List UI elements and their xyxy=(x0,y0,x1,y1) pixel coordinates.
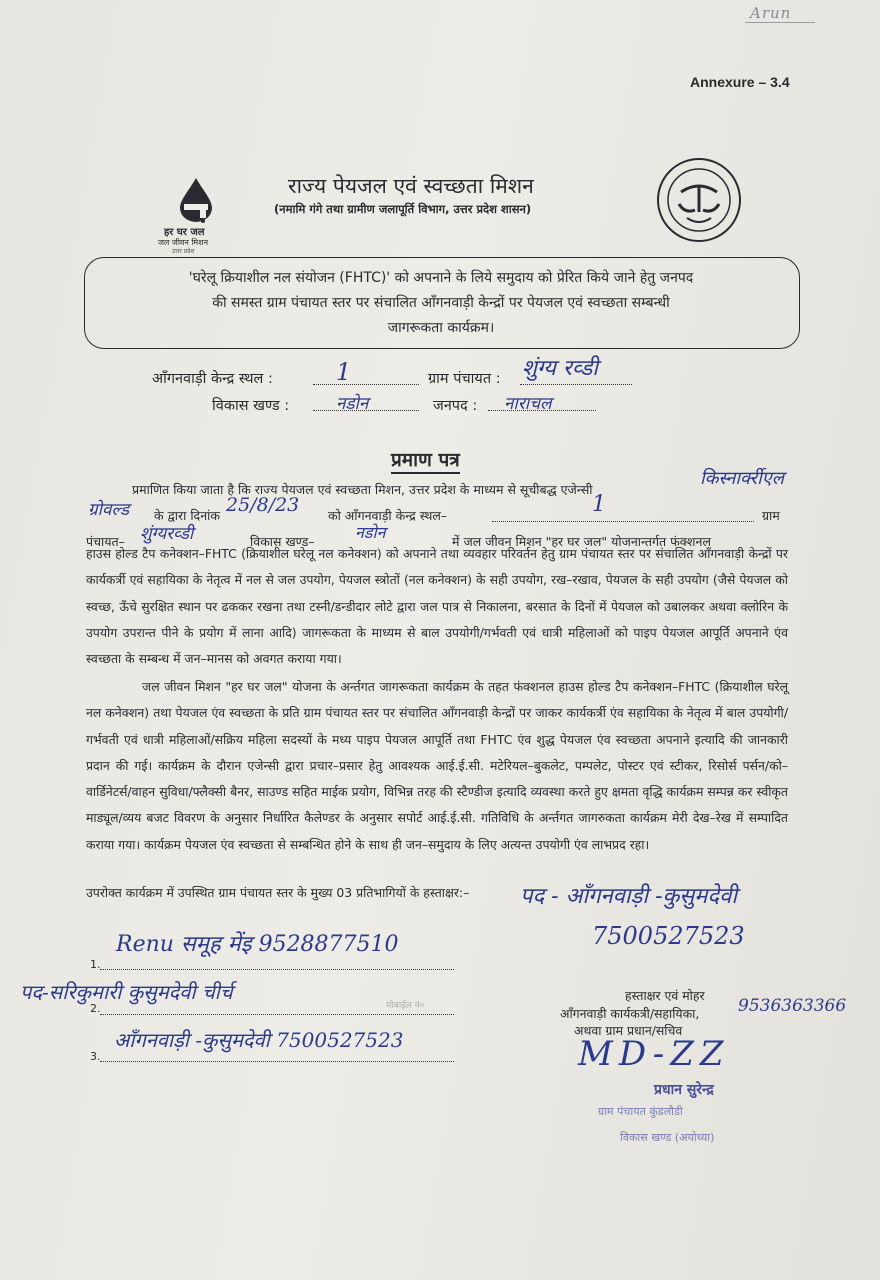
center-label: आँगनवाड़ी केन्द्र स्थल : xyxy=(152,371,273,387)
up-government-emblem xyxy=(655,156,743,244)
banner-line-3: जागरूकता कार्यक्रम। xyxy=(387,320,495,336)
participant-num-1: 1. xyxy=(90,958,101,971)
pradhan-signature: MD-ZZ xyxy=(578,1034,730,1074)
para1-line3c: में जल जीवन मिशन "हर घर जल" योजनान्तर्गत फंक्शनल xyxy=(452,534,711,549)
para1-line3a: पंचायत– xyxy=(86,534,125,549)
center-value: 1 xyxy=(336,358,352,386)
water-drop-tap-icon xyxy=(166,176,226,224)
logo-text-1: हर घर जल xyxy=(164,227,205,238)
banner-line-1: 'घरेलू क्रियाशील नल संयोजन (FHTC)' को अपनाने के लिये समुदाय को प्रेरित किये जाने हेतु जनपद xyxy=(188,270,694,286)
mission-subtitle: (नमामि गंगे तथा ग्रामीण जलापूर्ति विभाग, उत्तर प्रदेश शासन) xyxy=(274,202,532,216)
para2: जल जीवन मिशन "हर घर जल" योजना के अर्न्तगत जागरूकता कार्यक्रम के तहत फंक्शनल हाउस होल्ड टैप कनेक्शन–FHTC (क्रियाशील घरेलू नल कनेक्शन) तथा पेयजल एंव स्वच्छता के प्रति ग्राम पंचायत स्तर पर संचालित आँगनवाड़ी केन्द्रों पर जाकर कार्यकर्त्री एंव सहायिका के नेतृत्व में बाल उपयोगी/गर्भवती एवं धात्री महिलाओं/सक्रिय महिला सदस्यों के मध्य पाइप पेयजल आपूर्ति तथा FHTC एंव शुद्ध पेयजल एंव स्वच्छता अपनाने इत्यादि की जानकारी प्रदान की गई। कार्यक्रम के दौरान एजेन्सी द्वारा प्रचार–प्रसार हेतु आवश्यक आई.ई.सी. मटेरियल–बुकलेट, पम्पलेट, पोस्टर एवं स्टीकर, रिसोर्स पर्सन/को–वार्डिनेटर्स/वाहन सुविधा/फ्लैक्सी बैनर, साउण्ड सहित माईक प्रयोग, विभिन्न तरह की स्टैण्डीज इत्यादि व्यवस्था करते हुए क्षमता वृद्धि कार्यक्रम सम्पन्न कर स्वीकृत माड्यूल/व्यय बजट विवरण के अनुसार निर्धारित कैलेण्डर के अनुसार सपोर्ट आई.ई.सी. गतिविधि के अर्न्तगत जागरुकता कार्यक्रम मेरी देख–रेख में सम्पादित कराया गया। कार्यक्रम पेयजल एंव स्वच्छता से सम्बन्धित होने के साथ ही जन–समुदाय के लिए अत्यन्त उपयोगी एंव लाभप्रद रहा। xyxy=(86,679,788,852)
helper-phone: 9536363366 xyxy=(738,996,847,1016)
district-label: जनपद : xyxy=(433,398,478,414)
participant-line-3 xyxy=(100,1061,454,1062)
participant-line-2 xyxy=(100,1014,454,1015)
para1-line3b: विकास खण्ड– xyxy=(250,534,315,549)
block-name: नडोन xyxy=(355,523,386,542)
annexure-label: Annexure – 3.4 xyxy=(690,74,790,90)
participant-num-2: 2. xyxy=(90,1002,101,1015)
block-label: विकास खण्ड : xyxy=(212,398,290,414)
worker-phone: 7500527523 xyxy=(592,922,745,950)
participant-line-1 xyxy=(100,969,454,970)
worker-designation: पद - आँगनवाड़ी -कुसुमदेवी xyxy=(520,884,738,909)
center-number: 1 xyxy=(592,492,606,517)
center-line-2 xyxy=(492,521,754,522)
participant-num-3: 3. xyxy=(90,1050,101,1063)
participant-sign-2: पद-सरिकुमारी कुसुमदेवी चीर्च xyxy=(20,980,233,1004)
para1-line2b: को आँगनवाड़ी केन्द्र स्थल– xyxy=(328,508,448,523)
banner-line-2: की समस्त ग्राम पंचायत स्तर पर संचालित आँगनवाड़ी केन्द्रों पर पेयजल एवं स्वच्छता सम्बन्धी xyxy=(212,295,670,311)
ghost-mobile-label: मोबाईल नं० xyxy=(386,1001,425,1011)
para1-rest: हाउस होल्ड टैप कनेक्शन–FHTC (क्रियाशील घरेलू नल कनेक्शन) को अपनाने तथा व्यवहार परिवर्तन हेतु ग्राम पंचायत स्तर पर संचालित आँगनवाड़ी केन्द्रों पर कार्यकर्त्री एवं सहायिका के नेतृत्व में नल से जल उपयोग, पेयजल स्त्रोतों (नल कनेक्शन) के सही उपयोग, रख–रखाव, पेयजल के सही उपयोग (जैसे पेयजल को स्वच्छ, ऊँचे सुरक्षित स्थान पर ढककर रखना तथा टस्नी/डन्डीदार लोटे द्वारा जल पात्र से निकालना, बरसात के दिनों में पेयजल को उबालकर अथवा क्लोरिन के उपयोग उपरान्त पीने के प्रयोग में लाना आदि) जागरूकता के माध्यम से बाल उपयोगी/गर्भवती एवं धात्री महिलाओं को पाइप पेयजल आपूर्ति अपनाने एंव स्वच्छता के सम्बन्ध में जन–मानस को अवगत कराया गया। xyxy=(86,546,788,667)
block-value: नडोन xyxy=(336,394,369,414)
center-line xyxy=(313,384,419,385)
panchayat-value: शुंग्य रव्डी xyxy=(522,356,598,381)
state-seal-icon xyxy=(655,156,743,244)
panchayat-name: शुंग्यरव्डी xyxy=(140,524,194,544)
certificate-title: प्रमाण पत्र xyxy=(391,446,460,474)
jal-jeevan-mission-logo xyxy=(158,176,228,255)
agency-name: किस्नार्क्‍रीएल xyxy=(700,468,784,489)
corner-underline xyxy=(745,22,815,23)
stamp-line-2: ग्राम पंचायत कुंडलौडी xyxy=(598,1105,683,1118)
stamp-line-1: प्रधान सुरेन्द्र xyxy=(654,1082,714,1098)
participant-sign-1: Renu समूह मेंइ 9528877510 xyxy=(116,932,399,957)
district-value: नाराचल xyxy=(504,394,552,414)
stamp-line-3: विकास खण्ड (अयोध्या) xyxy=(620,1131,715,1144)
logo-text-3: उत्तर प्रदेश xyxy=(172,248,195,255)
mission-title: राज्य पेयजल एवं स्वच्छता मिशन xyxy=(288,174,534,198)
signatory-l2: आँगनवाड़ी कार्यकत्री/सहायिका, xyxy=(560,1006,700,1021)
panchayat-line xyxy=(520,384,632,385)
para1-line2a: के द्वारा दिनांक xyxy=(154,508,220,523)
para1-line1: प्रमाणित किया जाता है कि राज्य पेयजल एवं स्वच्छता मिशन, उत्तर प्रदेश के माध्यम से सूचीबद्ध एजेन्सी xyxy=(132,482,593,497)
corner-initial: Arun xyxy=(750,4,792,22)
logo-text-2: जल जीवन मिशन xyxy=(158,238,209,247)
participants-intro: उपरोक्त कार्यक्रम में उपस्थित ग्राम पंचायत स्तर के मुख्य 03 प्रतिभागियों के हस्ताक्षर:– xyxy=(86,885,470,900)
participant-sign-3: आँगनवाड़ी -कुसुमदेवी 7500527523 xyxy=(114,1028,404,1052)
program-date: 25/8/23 xyxy=(226,494,300,516)
panchayat-label: ग्राम पंचायत : xyxy=(428,371,501,387)
signatory-l1: हस्ताक्षर एवं मोहर xyxy=(625,988,705,1003)
para1-line2c: ग्राम xyxy=(762,508,780,523)
signatory-l3: अथवा ग्राम प्रधान/सचिव xyxy=(574,1023,683,1038)
agency-name-cont: ग्रोवल्ड xyxy=(88,500,130,520)
